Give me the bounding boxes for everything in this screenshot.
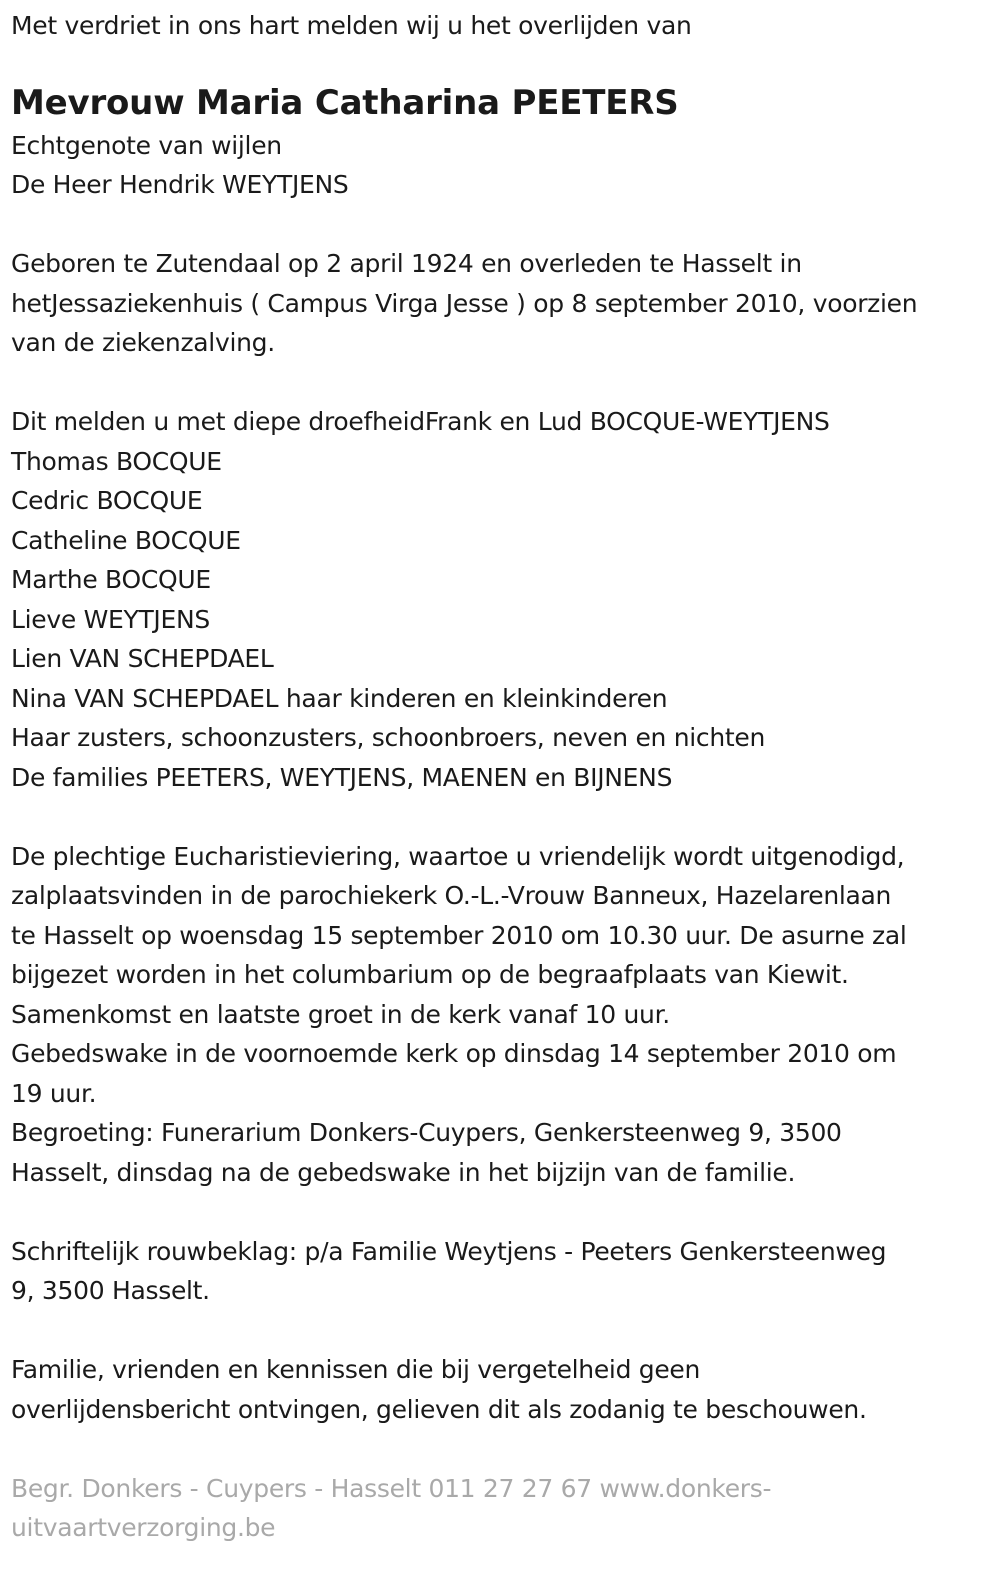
mourner-line: Nina VAN SCHEPDAEL haar kinderen en kleinkinderen bbox=[11, 683, 668, 713]
notice-line: overlijdensbericht ontvingen, gelieven dit als zodanig te beschouwen. bbox=[11, 1394, 867, 1424]
ceremony-line: bijgezet worden in het columbarium op de begraafplaats van Kiewit. bbox=[11, 960, 849, 989]
footer-line: Begr. Donkers - Cuypers - Hasselt 011 27 27 67 www.donkers- bbox=[11, 1473, 772, 1503]
spouse-line: Echtgenote van wijlen bbox=[11, 130, 282, 160]
ceremony-line: Samenkomst en laatste groet in de kerk vanaf 10 uur. bbox=[11, 999, 670, 1029]
condolence-line: 9, 3500 Hasselt. bbox=[11, 1276, 210, 1305]
deceased-name: Mevrouw Maria Catharina PEETERS bbox=[11, 82, 679, 123]
spouse-section bbox=[11, 126, 989, 205]
paragraph-gap bbox=[11, 1429, 989, 1469]
mourner-line: Cedric BOCQUE bbox=[11, 486, 203, 515]
funeral-home-footer bbox=[11, 1469, 989, 1548]
birth-death-line: Geboren te Zutendaal op 2 april 1924 en overleden te Hasselt in bbox=[11, 249, 802, 278]
paragraph-gap bbox=[11, 1311, 989, 1351]
notice-section bbox=[11, 1350, 989, 1429]
mourner-line: Haar zusters, schoonzusters, schoonbroers, neven en nichten bbox=[11, 723, 766, 752]
mourner-line: Lieve WEYTJENS bbox=[11, 604, 210, 634]
mourner-line: Catheline BOCQUE bbox=[11, 525, 241, 555]
spouse-line: De Heer Hendrik WEYTJENS bbox=[11, 170, 349, 199]
mourners-section bbox=[11, 402, 989, 797]
ceremony-line: 19 uur. bbox=[11, 1078, 97, 1108]
mourner-line: De families PEETERS, WEYTJENS, MAENEN en BIJNENS bbox=[11, 762, 673, 792]
intro-text: Met verdriet in ons hart melden wij u het overlijden van bbox=[11, 11, 692, 40]
condolence-section bbox=[11, 1232, 989, 1311]
ceremony-line: Begroeting: Funerarium Donkers-Cuypers, Genkersteenweg 9, 3500 bbox=[11, 1118, 842, 1147]
ceremony-line: De plechtige Eucharistieviering, waartoe u vriendelijk wordt uitgenodigd, bbox=[11, 841, 905, 871]
footer-line: uitvaartverzorging.be bbox=[11, 1513, 276, 1542]
notice-line: Familie, vrienden en kennissen die bij vergetelheid geen bbox=[11, 1355, 701, 1384]
mourner-line: Thomas BOCQUE bbox=[11, 446, 222, 476]
ceremony-line: Hasselt, dinsdag na de gebedswake in het bijzijn van de familie. bbox=[11, 1157, 796, 1187]
birth-death-section bbox=[11, 244, 989, 363]
paragraph-gap bbox=[11, 205, 989, 245]
birth-death-line: hetJessaziekenhuis ( Campus Virga Jesse ) op 8 september 2010, voorzien bbox=[11, 288, 918, 318]
paragraph-gap bbox=[11, 797, 989, 837]
paragraph-gap bbox=[11, 1192, 989, 1232]
mourner-line: Lien VAN SCHEPDAEL bbox=[11, 644, 274, 673]
ceremony-line: te Hasselt op woensdag 15 september 2010 om 10.30 uur. De asurne zal bbox=[11, 920, 907, 950]
mourner-line: Marthe BOCQUE bbox=[11, 565, 211, 594]
ceremony-line: zalplaatsvinden in de parochiekerk O.-L.-Vrouw Banneux, Hazelarenlaan bbox=[11, 881, 892, 910]
birth-death-line: van de ziekenzalving. bbox=[11, 328, 275, 357]
ceremony-section bbox=[11, 837, 989, 1193]
condolence-line: Schriftelijk rouwbeklag: p/a Familie Weytjens - Peeters Genkersteenweg bbox=[11, 1236, 887, 1266]
ceremony-line: Gebedswake in de voornoemde kerk op dinsdag 14 september 2010 om bbox=[11, 1039, 897, 1068]
paragraph-gap bbox=[11, 363, 989, 403]
mourner-line: Dit melden u met diepe droefheidFrank en Lud BOCQUE-WEYTJENS bbox=[11, 407, 830, 436]
